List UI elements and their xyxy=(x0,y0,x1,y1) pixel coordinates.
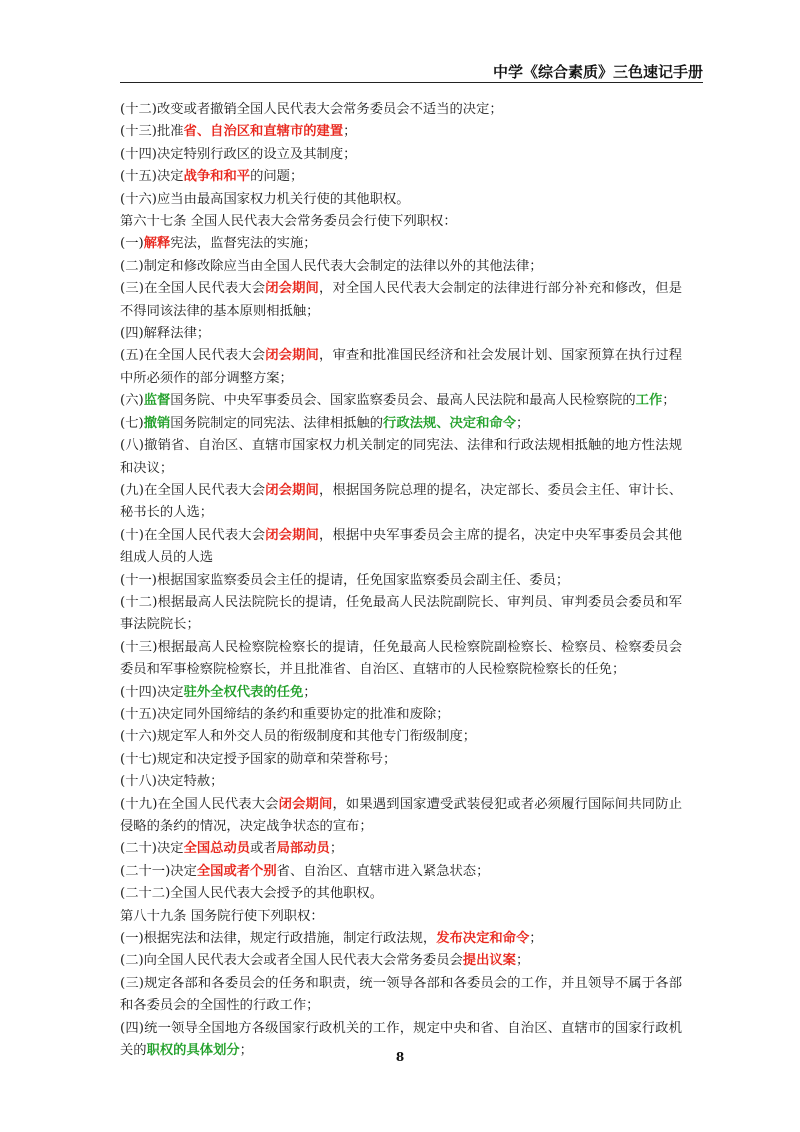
paragraph xyxy=(120,278,682,323)
paragraph xyxy=(120,435,682,480)
paragraph xyxy=(120,413,682,435)
paragraph xyxy=(120,189,682,211)
paragraph-text: (十九)在全国人民代表大会 xyxy=(120,796,279,812)
paragraph-text: 的问题； xyxy=(250,169,304,185)
paragraph-text: (三)在全国人民代表大会 xyxy=(120,281,266,297)
paragraph xyxy=(120,883,682,905)
paragraph-text: (十六)应当由最高国家权力机关行使的其他职权。 xyxy=(120,191,410,207)
document-body xyxy=(120,99,682,1062)
paragraph xyxy=(120,570,682,592)
red-highlight-text: 提出议案 xyxy=(462,953,516,969)
paragraph xyxy=(120,256,682,278)
paragraph xyxy=(120,480,682,525)
paragraph-text: (十四)决定特别行政区的设立及其制度； xyxy=(120,146,357,162)
paragraph-text: (十)在全国人民代表大会 xyxy=(120,527,266,543)
paragraph-text: ； xyxy=(515,953,530,969)
green-highlight-text: 驻外全权代表的任免 xyxy=(183,684,304,700)
red-highlight-text: 解释 xyxy=(143,236,171,252)
paragraph-text: 省、自治区、直辖市进入紧急状态； xyxy=(276,863,490,879)
paragraph-text: (十八)决定特赦； xyxy=(120,774,224,790)
paragraph xyxy=(120,973,682,1018)
paragraph-text: (十六)规定军人和外交人员的衔级制度和其他专门衔级制度； xyxy=(120,729,477,745)
paragraph xyxy=(120,592,682,637)
paragraph-text: (二十二)全国人民代表大会授予的其他职权。 xyxy=(120,886,384,902)
paragraph xyxy=(120,637,682,682)
paragraph xyxy=(120,794,682,839)
paragraph-text: ； xyxy=(662,393,676,409)
red-highlight-text: 闭会期间 xyxy=(265,348,319,364)
paragraph xyxy=(120,861,682,883)
red-highlight-text: 闭会期间 xyxy=(265,482,319,498)
red-highlight-text: 省、自治区和直辖市的建置 xyxy=(183,124,344,140)
header-divider xyxy=(120,82,703,83)
paragraph-text: (五)在全国人民代表大会 xyxy=(120,348,266,364)
paragraph-text: (一) xyxy=(120,236,144,252)
paragraph-text: (四)统一领导全国地方各级国家行政机关的工作，规定中央和省、自治区、直辖市的国家行政机关的 xyxy=(120,1020,682,1059)
paragraph xyxy=(120,838,682,860)
paragraph-text: (二十一)决定 xyxy=(120,863,197,879)
paragraph-text: (三)规定各部和各委员会的任务和职责，统一领导各部和各委员会的工作，并且领导不属于各部和各委员会的全国性的行政工作； xyxy=(120,975,682,1014)
paragraph-text: ； xyxy=(329,841,344,857)
paragraph-text: ，对全国人民代表大会制定的法律进行部分补充和修改，但是不得同该法律的基本原则相抵触； xyxy=(120,281,683,319)
paragraph-text: (十三)根据最高人民检察院检察长的提请，任免最高人民检察院副检察长、检察员、检察委员会委员和军事检察院检察长，并且批准省、自治区、直辖市的人民检察院检察长的任免； xyxy=(120,639,682,678)
paragraph-text: 国务院制定的同宪法、法律相抵触的 xyxy=(170,415,384,431)
paragraph-text: ； xyxy=(516,415,530,431)
red-highlight-text: 全国或者个别 xyxy=(196,863,277,879)
green-highlight-text: 工作 xyxy=(635,393,663,409)
paragraph-text: ； xyxy=(343,124,357,140)
red-highlight-text: 局部动员 xyxy=(276,841,330,857)
paragraph-text: (十二)改变或者撤销全国人民代表大会常务委员会不适当的决定； xyxy=(120,102,503,117)
paragraph-text: (十五)决定同外国缔结的条约和重要协定的批准和废除； xyxy=(120,706,450,722)
paragraph xyxy=(120,704,682,726)
paragraph-text: (二)制定和修改除应当由全国人民代表大会制定的法律以外的其他法律； xyxy=(120,258,543,274)
paragraph-text: (八)撤销省、自治区、直辖市国家权力机关制定的同宪法、法律和行政法规相抵触的地方性法规和决议； xyxy=(120,438,682,476)
paragraph xyxy=(120,233,682,255)
paragraph-text: (一)根据宪法和法律，规定行政措施，制定行政法规， xyxy=(120,931,437,947)
paragraph-text: ； xyxy=(239,1043,253,1059)
paragraph xyxy=(120,749,682,771)
paragraph-text: ，如果遇到国家遭受武装侵犯或者必须履行国际间共同防止侵略的条约的情况，决定战争状态的宣布； xyxy=(120,796,683,834)
paragraph-text: (十五)决定 xyxy=(120,169,184,185)
paragraph-text: (六) xyxy=(120,393,144,409)
paragraph xyxy=(120,144,682,166)
red-highlight-text: 全国总动员 xyxy=(183,841,251,857)
paragraph-text: 国务院、中央军事委员会、国家监察委员会、最高人民法院和最高人民检察院的 xyxy=(170,393,636,409)
paragraph xyxy=(120,211,682,233)
paragraph xyxy=(120,323,682,345)
red-highlight-text: 发布决定和命令 xyxy=(436,931,530,947)
paragraph xyxy=(120,928,682,950)
paragraph-text: (七) xyxy=(120,415,144,431)
paragraph-text: (十七)规定和决定授予国家的勋章和荣誉称号； xyxy=(120,751,397,767)
paragraph-text: ，审查和批准国民经济和社会发展计划、国家预算在执行过程中所必须作的部分调整方案； xyxy=(120,348,683,386)
paragraph xyxy=(120,166,682,188)
paragraph-text: (十二)根据最高人民法院院长的提请，任免最高人民法院副院长、审判员、审判委员会委员和军事法院院长； xyxy=(120,594,682,633)
green-highlight-text: 监督 xyxy=(143,393,171,409)
paragraph xyxy=(120,950,682,972)
paragraph xyxy=(120,771,682,793)
paragraph xyxy=(120,906,682,928)
paragraph-text: ，根据中央军事委员会主席的提名，决定中央军事委员会其他组成人员的人选 xyxy=(120,527,683,566)
paragraph xyxy=(120,99,682,121)
paragraph xyxy=(120,390,682,412)
page-number: 8 xyxy=(395,1050,405,1064)
paragraph-text: ； xyxy=(303,684,317,700)
green-highlight-text: 撤销 xyxy=(143,415,171,431)
red-highlight-text: 战争和和平 xyxy=(183,169,251,185)
paragraph-text: 第八十九条 国务院行使下列职权： xyxy=(120,908,324,924)
red-highlight-text: 闭会期间 xyxy=(265,527,319,543)
green-highlight-text: 行政法规、决定和命令 xyxy=(383,415,516,431)
red-highlight-text: 闭会期间 xyxy=(278,796,333,812)
paragraph-text: ，根据国务院总理的提名，决定部长、委员会主任、审计长、秘书长的人选； xyxy=(120,482,683,521)
paragraph xyxy=(120,525,682,570)
paragraph-text: (二)向全国人民代表大会或者全国人民代表大会常务委员会 xyxy=(120,953,463,969)
paragraph-text: (十四)决定 xyxy=(120,684,184,700)
paragraph-text: (九)在全国人民代表大会 xyxy=(120,482,266,498)
paragraph-text: (十一)根据国家监察委员会主任的提请，任免国家监察委员会副主任、委员； xyxy=(120,572,570,588)
paragraph xyxy=(120,726,682,748)
paragraph-text: 宪法，监督宪法的实施； xyxy=(170,236,317,252)
paragraph xyxy=(120,345,682,390)
paragraph-text: 第六十七条 全国人民代表大会常务委员会行使下列职权： xyxy=(120,214,457,230)
green-highlight-text: 职权的具体划分 xyxy=(146,1043,240,1059)
red-highlight-text: 闭会期间 xyxy=(265,281,319,297)
paragraph-text: ； xyxy=(529,931,543,947)
paragraph-text: (四)解释法律； xyxy=(120,326,211,342)
paragraph-text: (二十)决定 xyxy=(120,841,184,857)
running-header-title: 中学《综合素质》三色速记手册 xyxy=(492,63,703,81)
paragraph-text: 或者 xyxy=(250,841,277,857)
paragraph xyxy=(120,682,682,704)
paragraph-text: (十三)批准 xyxy=(120,124,184,140)
paragraph xyxy=(120,121,682,143)
